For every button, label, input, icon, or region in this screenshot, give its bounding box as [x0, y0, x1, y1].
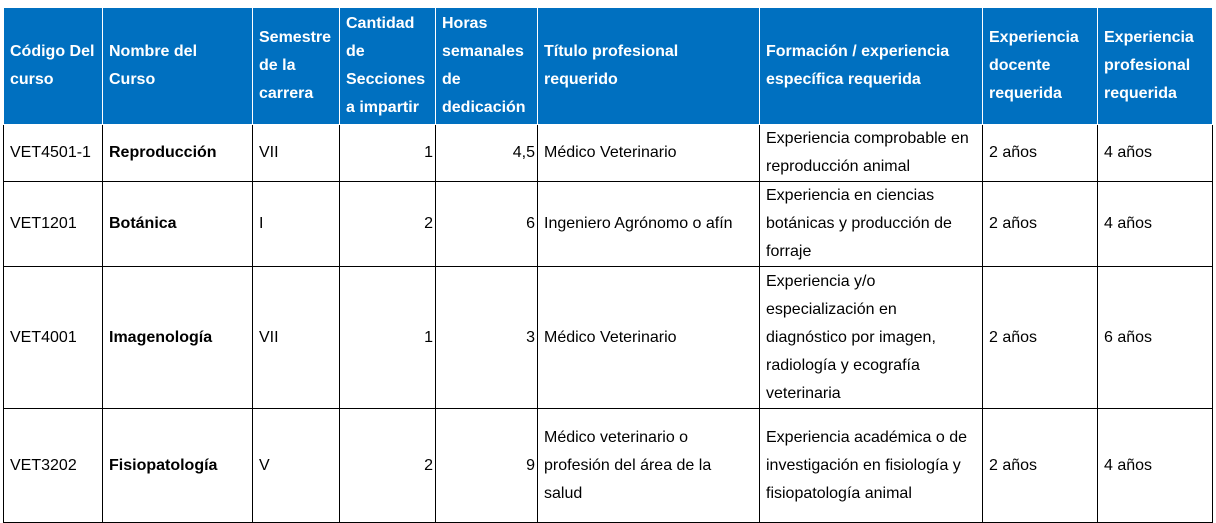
specific-training: Experiencia y/o especialización en diagnóstico por imagen, radiología y ecografía veterinaria	[760, 267, 983, 409]
course-name: Fisiopatología	[103, 409, 253, 523]
table-row	[4, 182, 1213, 267]
course-code: VET4001	[4, 267, 103, 409]
weekly-hours: 6	[436, 182, 538, 267]
professional-title: Médico Veterinario	[538, 267, 760, 409]
professional-experience: 6 años	[1098, 267, 1213, 409]
specific-training: Experiencia comprobable en reproducción animal	[760, 125, 983, 182]
semester: I	[253, 182, 340, 267]
professional-experience: 4 años	[1098, 125, 1213, 182]
professional-experience: 4 años	[1098, 409, 1213, 523]
courses-table	[3, 7, 1213, 523]
professional-title: Médico Veterinario	[538, 125, 760, 182]
header-weekly-hours: Horas semanales de dedicación	[436, 8, 538, 125]
table-header-row	[4, 8, 1213, 125]
course-code: VET1201	[4, 182, 103, 267]
specific-training: Experiencia académica o de investigación en fisiología y fisiopatología animal	[760, 409, 983, 523]
weekly-hours: 9	[436, 409, 538, 523]
sections-count: 2	[340, 409, 436, 523]
table-row	[4, 125, 1213, 182]
specific-training: Experiencia en ciencias botánicas y producción de forraje	[760, 182, 983, 267]
professional-title: Ingeniero Agrónomo o afín	[538, 182, 760, 267]
semester: V	[253, 409, 340, 523]
teaching-experience: 2 años	[983, 125, 1098, 182]
sections-count: 1	[340, 125, 436, 182]
header-specific-training: Formación / experiencia específica requerida	[760, 8, 983, 125]
course-code: VET3202	[4, 409, 103, 523]
header-course-code: Código Del curso	[4, 8, 103, 125]
header-semester: Semestre de la carrera	[253, 8, 340, 125]
teaching-experience: 2 años	[983, 267, 1098, 409]
semester: VII	[253, 125, 340, 182]
semester: VII	[253, 267, 340, 409]
table-row	[4, 409, 1213, 523]
course-name: Botánica	[103, 182, 253, 267]
sections-count: 1	[340, 267, 436, 409]
teaching-experience: 2 años	[983, 409, 1098, 523]
weekly-hours: 4,5	[436, 125, 538, 182]
course-code: VET4501-1	[4, 125, 103, 182]
sections-count: 2	[340, 182, 436, 267]
header-teaching-experience: Experiencia docente requerida	[983, 8, 1098, 125]
professional-experience: 4 años	[1098, 182, 1213, 267]
table-row	[4, 267, 1213, 409]
header-professional-title: Título profesional requerido	[538, 8, 760, 125]
course-name: Reproducción	[103, 125, 253, 182]
course-name: Imagenología	[103, 267, 253, 409]
weekly-hours: 3	[436, 267, 538, 409]
header-course-name: Nombre del Curso	[103, 8, 253, 125]
header-professional-experience: Experiencia profesional requerida	[1098, 8, 1213, 125]
teaching-experience: 2 años	[983, 182, 1098, 267]
professional-title: Médico veterinario o profesión del área de la salud	[538, 409, 760, 523]
header-sections: Cantidad de Secciones a impartir	[340, 8, 436, 125]
